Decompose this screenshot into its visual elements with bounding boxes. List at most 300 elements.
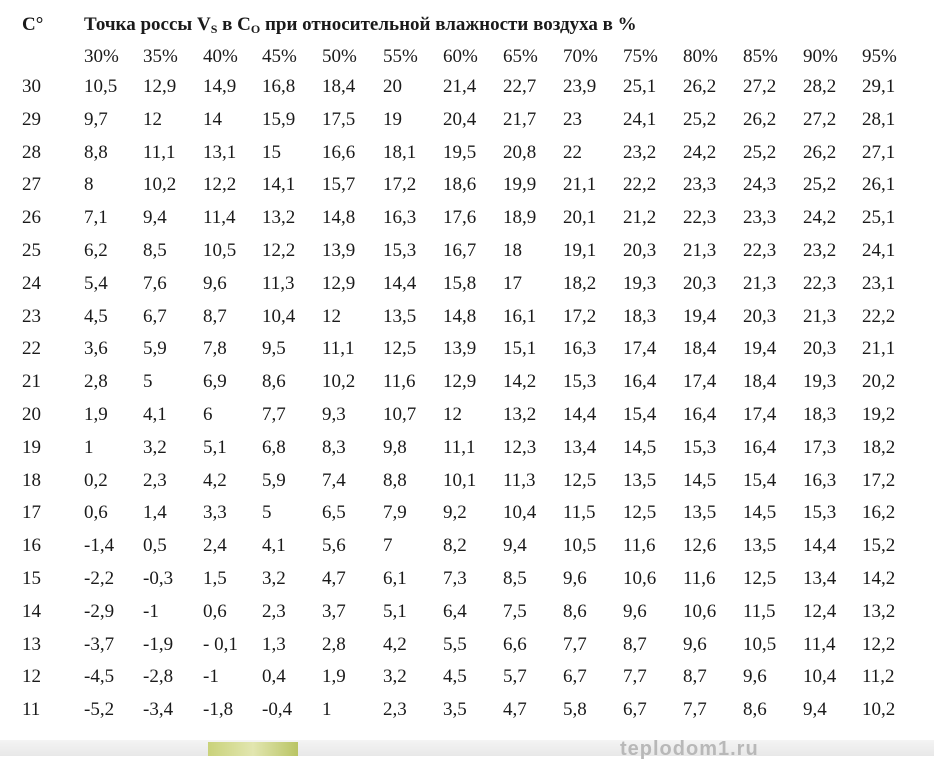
dew-point-cell: 12,4 [803,600,837,622]
dew-point-cell: -5,2 [84,699,115,721]
dew-point-cell: 18,3 [803,404,837,425]
dew-point-cell: 5 [262,502,272,524]
dew-point-cell: 5,1 [383,600,407,622]
dew-point-cell: 0,4 [262,666,286,688]
dew-point-cell: 20,3 [623,240,657,261]
dew-point-cell: 3,7 [322,600,346,622]
table-row [0,306,934,338]
dew-point-cell: 14,8 [322,207,356,229]
dew-point-cell: 20 [383,76,402,97]
table-row [0,240,934,272]
dew-point-cell: 20,1 [563,207,597,229]
dew-point-cell: 23,2 [623,141,657,163]
humidity-column-header: 80% [683,46,718,67]
dew-point-cell: 22,3 [743,240,777,261]
title-sub-o: O [250,22,261,36]
dew-point-cell: 27,2 [803,108,837,130]
dew-point-cell: 15,3 [563,371,597,393]
dew-point-cell: 4,2 [383,633,407,655]
dew-point-cell: 1,5 [203,568,227,589]
temperature-cell: 25 [22,240,41,261]
temperature-cell: 29 [22,108,41,130]
dew-point-cell: 13,2 [862,600,896,622]
humidity-column-header: 60% [443,46,478,67]
dew-point-cell: 3,6 [84,338,108,360]
dew-point-cell: 14,4 [563,404,597,425]
table-row [0,273,934,305]
dew-point-cell: 9,7 [84,108,108,130]
dew-point-cell: 9,4 [503,535,527,557]
dew-point-cell: 5 [143,371,153,393]
temperature-cell: 28 [22,141,41,163]
dew-point-cell: 6,9 [203,371,227,393]
humidity-column-header: 95% [862,46,897,67]
dew-point-cell: 15,2 [862,535,896,557]
dew-point-cell: -3,4 [143,699,174,721]
dew-point-cell: 19,9 [503,174,537,196]
dew-point-cell: -0,4 [262,699,293,721]
dew-point-cell: 2,3 [262,600,286,622]
dew-point-cell: 22,3 [803,272,837,294]
table-row [0,699,934,731]
table-row [0,404,934,436]
dew-point-cell: 16,3 [383,207,417,229]
dew-point-cell: 17,5 [322,108,356,130]
dew-point-cell: 9,5 [262,338,286,360]
dew-point-cell: 7,8 [203,338,227,360]
table-row [0,666,934,698]
dew-point-cell: 6,7 [623,699,647,721]
dew-point-cell: 11,1 [322,338,355,360]
dew-point-cell: 5,1 [203,436,227,458]
dew-point-cell: 18,4 [322,76,356,97]
dew-point-cell: 6,7 [563,666,587,688]
dew-point-cell: -1,8 [203,699,234,721]
dew-point-cell: -2,8 [143,666,174,688]
dew-point-cell: 2,4 [203,535,227,557]
dew-point-cell: 12,6 [683,535,717,557]
dew-point-cell: -1,9 [143,633,174,655]
dew-point-cell: 9,3 [322,404,346,425]
dew-point-cell: 17,2 [563,305,597,327]
dew-point-cell: 9,4 [803,699,827,721]
dew-point-cell: 25,2 [683,108,717,130]
dew-point-cell: 23,2 [803,240,837,261]
dew-point-cell: 5,4 [84,272,108,294]
dew-point-cell: 19,3 [623,272,657,294]
dew-point-cell: 14,8 [443,305,477,327]
dew-point-cell: 6 [203,404,213,425]
dew-point-cell: 8,3 [322,436,346,458]
table-row [0,568,934,600]
dew-point-cell: 8,7 [623,633,647,655]
dew-point-cell: 4,2 [203,469,227,491]
dew-point-cell: 17,3 [803,436,837,458]
dew-point-cell: 8,6 [563,600,587,622]
dew-point-cell: 13,5 [743,535,777,557]
temperature-cell: 15 [22,568,41,589]
dew-point-cell: 15,3 [383,240,417,261]
bottom-thumbnail [208,742,298,756]
dew-point-cell: 16,6 [322,141,356,163]
dew-point-cell: 13,5 [683,502,717,524]
humidity-column-header: 70% [563,46,598,67]
dew-point-cell: 8,2 [443,535,467,557]
dew-point-cell: 12,3 [503,436,537,458]
temperature-cell: 21 [22,371,41,393]
dew-point-cell: 0,6 [84,502,108,524]
dew-point-cell: 27,2 [743,76,777,97]
humidity-column-header: 45% [262,46,297,67]
dew-point-cell: 0,5 [143,535,167,557]
dew-point-cell: 11,5 [743,600,776,622]
dew-point-cell: 9,6 [623,600,647,622]
dew-point-cell: 26,2 [743,108,777,130]
dew-point-cell: 20,3 [803,338,837,360]
humidity-column-header: 55% [383,46,418,67]
dew-point-cell: 6,8 [262,436,286,458]
dew-point-cell: 17,4 [623,338,657,360]
dew-point-cell: 15,8 [443,272,477,294]
dew-point-cell: -1 [203,666,219,688]
table-row [0,338,934,370]
dew-point-cell: 12,5 [743,568,777,589]
temperature-cell: 19 [22,436,41,458]
dew-point-cell: 8,8 [84,141,108,163]
dew-point-cell: 13,1 [203,141,237,163]
watermark: teplodom1.ru [620,738,759,760]
dew-point-cell: 5,9 [262,469,286,491]
dew-point-cell: 29,1 [862,76,896,97]
dew-point-cell: 19,2 [862,404,896,425]
dew-point-cell: 7,3 [443,568,467,589]
humidity-column-header: 40% [203,46,238,67]
dew-point-cell: 12,2 [262,240,296,261]
dew-point-cell: 11,3 [503,469,536,491]
dew-point-cell: 11,1 [143,141,176,163]
dew-point-cell: 9,6 [683,633,707,655]
dew-point-cell: 15,9 [262,108,296,130]
dew-point-cell: 8,7 [203,305,227,327]
table-row [0,634,934,666]
dew-point-cell: 19 [383,108,402,130]
dew-point-cell: 16,4 [623,371,657,393]
dew-point-cell: 20,3 [743,305,777,327]
dew-point-cell: 10,5 [743,633,777,655]
dew-point-cell: 10,5 [203,240,237,261]
dew-point-cell: 12 [322,305,341,327]
dew-point-cell: -4,5 [84,666,115,688]
dew-point-cell: 11,1 [443,436,476,458]
dew-point-cell: 25,1 [862,207,896,229]
dew-point-cell: 21,2 [623,207,657,229]
dew-point-cell: 7 [383,535,393,557]
dew-point-cell: 8,7 [683,666,707,688]
dew-point-cell: 3,2 [262,568,286,589]
table-row [0,502,934,534]
dew-point-cell: 18,4 [743,371,777,393]
dew-point-cell: 9,6 [743,666,767,688]
dew-point-cell: 25,2 [743,141,777,163]
dew-point-cell: 10,2 [322,371,356,393]
dew-point-cell: 2,8 [84,371,108,393]
dew-point-cell: 3,3 [203,502,227,524]
dew-point-cell: 25,2 [803,174,837,196]
dew-point-cell: -2,2 [84,568,115,589]
table-row [0,470,934,502]
dew-point-cell: 21,3 [803,305,837,327]
humidity-column-header: 75% [623,46,658,67]
temperature-cell: 27 [22,174,41,196]
dew-point-cell: 14,2 [862,568,896,589]
dew-point-cell: 13,9 [443,338,477,360]
dew-point-cell: 16,3 [803,469,837,491]
dew-point-cell: 8,6 [743,699,767,721]
temperature-column-header: C° [22,14,44,35]
dew-point-cell: 1,3 [262,633,286,655]
dew-point-cell: 4,7 [322,568,346,589]
humidity-column-header: 50% [322,46,357,67]
dew-point-cell: 2,3 [143,469,167,491]
dew-point-cell: 6,5 [322,502,346,524]
dew-point-cell: 12 [143,108,162,130]
dew-point-cell: 7,9 [383,502,407,524]
dew-point-cell: 26,2 [803,141,837,163]
table-row [0,207,934,239]
dew-point-cell: 1 [84,436,94,458]
dew-point-cell: 28,2 [803,76,837,97]
dew-point-cell: 2,3 [383,699,407,721]
dew-point-cell: 18 [503,240,522,261]
title-sub-s: S [210,22,218,36]
dew-point-cell: 5,6 [322,535,346,557]
dew-point-cell: 24,3 [743,174,777,196]
temperature-cell: 16 [22,535,41,557]
dew-point-cell: 7,7 [623,666,647,688]
dew-point-cell: 13,9 [322,240,356,261]
humidity-column-header: 65% [503,46,538,67]
dew-point-cell: 17,2 [383,174,417,196]
dew-point-cell: 6,4 [443,600,467,622]
dew-point-cell: 23,3 [683,174,717,196]
dew-point-cell: -2,9 [84,600,115,622]
dew-point-cell: 20,2 [862,371,896,393]
dew-point-cell: 4,1 [143,404,167,425]
dew-point-cell: 13,2 [262,207,296,229]
dew-point-cell: 16,1 [503,305,537,327]
dew-point-cell: 1,4 [143,502,167,524]
dew-point-cell: 10,5 [84,76,118,97]
dew-point-cell: 13,4 [563,436,597,458]
humidity-column-header: 30% [84,46,119,67]
dew-point-cell: 14,9 [203,76,237,97]
dew-point-cell: 21,3 [683,240,717,261]
dew-point-cell: 12,5 [623,502,657,524]
dew-point-cell: 21,4 [443,76,477,97]
temperature-cell: 23 [22,305,41,327]
dew-point-cell: 14,2 [503,371,537,393]
dew-point-cell: 21,1 [862,338,896,360]
dew-point-cell: 4,5 [443,666,467,688]
dew-point-cell: 10,6 [683,600,717,622]
dew-point-cell: 10,5 [563,535,597,557]
dew-point-cell: 11,5 [563,502,596,524]
dew-point-cell: 10,6 [623,568,657,589]
dew-point-cell: 26,2 [683,76,717,97]
dew-point-cell: 12,9 [443,371,477,393]
dew-point-cell: 9,4 [143,207,167,229]
dew-point-cell: 15,3 [683,436,717,458]
dew-point-cell: 9,2 [443,502,467,524]
dew-point-cell: 19,5 [443,141,477,163]
dew-point-cell: 22,2 [623,174,657,196]
dew-point-cell: -0,3 [143,568,174,589]
temperature-cell: 18 [22,469,41,491]
dew-point-cell: 3,2 [383,666,407,688]
dew-point-cell: 10,4 [803,666,837,688]
dew-point-cell: 24,1 [623,108,657,130]
dew-point-cell: 27,1 [862,141,896,163]
dew-point-cell: 9,6 [203,272,227,294]
dew-point-cell: 11,4 [803,633,836,655]
dew-point-cell: 13,2 [503,404,537,425]
dew-point-cell: 7,6 [143,272,167,294]
dew-point-cell: 23,9 [563,76,597,97]
dew-point-cell: 24,2 [683,141,717,163]
dew-point-cell: 10,2 [143,174,177,196]
dew-point-cell: 8,6 [262,371,286,393]
dew-point-cell: 12,2 [203,174,237,196]
dew-point-cell: -1,4 [84,535,115,557]
dew-point-cell: 12,2 [862,633,896,655]
dew-point-cell: 7,4 [322,469,346,491]
dew-point-cell: 11,6 [623,535,656,557]
dew-point-cell: 13,5 [383,305,417,327]
dew-point-cell: 20,8 [503,141,537,163]
dew-point-cell: 7,1 [84,207,108,229]
dew-point-cell: 5,9 [143,338,167,360]
dew-point-cell: 7,5 [503,600,527,622]
dew-point-cell: 25,1 [623,76,657,97]
dew-point-cell: 20,3 [683,272,717,294]
dew-point-cell: 2,8 [322,633,346,655]
dew-point-cell: 9,8 [383,436,407,458]
temperature-cell: 26 [22,207,41,229]
dew-point-cell: 3,2 [143,436,167,458]
dew-point-cell: 19,3 [803,371,837,393]
dew-point-cell: 0,2 [84,469,108,491]
dew-point-cell: 1,9 [322,666,346,688]
dew-point-cell: 16,3 [563,338,597,360]
dew-point-cell: 9,6 [563,568,587,589]
table-row [0,371,934,403]
dew-point-cell: 14,4 [803,535,837,557]
table-title [84,14,637,37]
dew-point-cell: - 0,1 [203,633,238,655]
dew-point-cell: 15,3 [803,502,837,524]
dew-point-cell: 18,2 [563,272,597,294]
dew-point-cell: 10,4 [262,305,296,327]
dew-point-cell: 0,6 [203,600,227,622]
dew-point-cell: 18,1 [383,141,417,163]
dew-point-cell: 17,6 [443,207,477,229]
dew-point-cell: 3,5 [443,699,467,721]
dew-point-cell: 6,1 [383,568,407,589]
dew-point-cell: 12,5 [563,469,597,491]
table-row [0,535,934,567]
dew-point-cell: 14,5 [743,502,777,524]
table-row [0,174,934,206]
dew-point-cell: 22,3 [683,207,717,229]
dew-point-cell: 13,4 [803,568,837,589]
dew-point-cell: 11,6 [683,568,716,589]
temperature-cell: 14 [22,600,41,622]
bottom-strip [0,740,934,756]
table-row [0,601,934,633]
dew-point-cell: 16,4 [683,404,717,425]
dew-point-cell: 7,7 [262,404,286,425]
dew-point-cell: 14,4 [383,272,417,294]
dew-point-cell: 5,7 [503,666,527,688]
temperature-cell: 17 [22,502,41,524]
dew-point-cell: 15,4 [743,469,777,491]
dew-point-cell: 12,9 [143,76,177,97]
temperature-cell: 12 [22,666,41,688]
dew-point-cell: 14,5 [683,469,717,491]
title-prefix: Точка россы V [84,14,211,35]
dew-point-cell: 15,7 [322,174,356,196]
temperature-cell: 24 [22,272,41,294]
dew-point-cell: 4,7 [503,699,527,721]
table-row [0,109,934,141]
dew-point-cell: 19,1 [563,240,597,261]
dew-point-cell: 6,2 [84,240,108,261]
dew-point-cell: 20,4 [443,108,477,130]
dew-point-cell: 10,2 [862,699,896,721]
dew-point-cell: 12,9 [322,272,356,294]
table-row [0,142,934,174]
dew-point-cell: 14 [203,108,222,130]
dew-point-cell: 22,2 [862,305,896,327]
dew-point-cell: 21,1 [563,174,597,196]
dew-point-cell: 4,1 [262,535,286,557]
dew-point-cell: 1 [322,699,332,721]
dew-point-cell: 8,5 [143,240,167,261]
dew-point-cell: 15 [262,141,281,163]
dew-point-cell: 14,1 [262,174,296,196]
dew-point-cell: 5,8 [563,699,587,721]
dew-point-cell: 7,7 [563,633,587,655]
dew-point-cell: 4,5 [84,305,108,327]
dew-point-cell: 12,5 [383,338,417,360]
humidity-column-header: 85% [743,46,778,67]
temperature-cell: 22 [22,338,41,360]
dew-point-cell: -3,7 [84,633,115,655]
dew-point-cell: 23,1 [862,272,896,294]
dew-point-cell: 17 [503,272,522,294]
dew-point-cell: 19,4 [743,338,777,360]
table-row [0,437,934,469]
dew-point-cell: 11,6 [383,371,416,393]
temperature-cell: 20 [22,404,41,425]
dew-point-cell: 28,1 [862,108,896,130]
dew-point-cell: 8 [84,174,94,196]
dew-point-cell: 7,7 [683,699,707,721]
dew-point-cell: 22 [563,141,582,163]
table-row [0,76,934,108]
dew-point-cell: 8,5 [503,568,527,589]
dew-point-cell: 10,7 [383,404,417,425]
